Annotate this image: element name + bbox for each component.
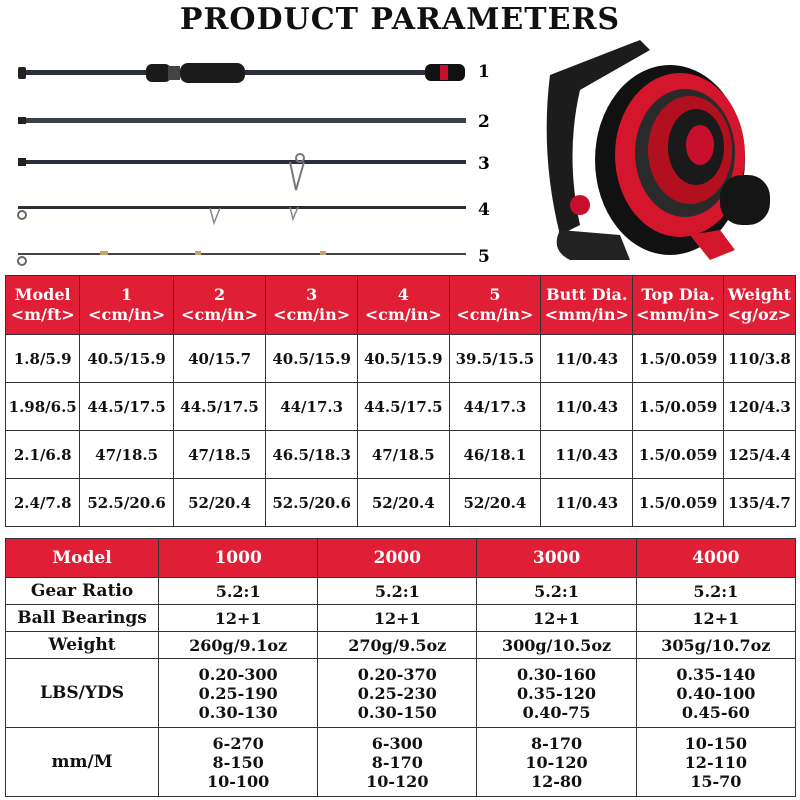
reel-col-header: 3000 <box>477 539 636 578</box>
rod-number-2: 2 <box>478 112 490 132</box>
cell-line: 0.45-60 <box>681 702 750 722</box>
rod-sections-illustration <box>0 55 500 270</box>
rod-col-header <box>541 276 633 335</box>
table-row <box>6 578 796 605</box>
cell-line: 10-150 <box>684 733 747 753</box>
table-cell: 11/0.43 <box>541 335 633 383</box>
header-text: <mm/in> <box>544 305 629 324</box>
table-cell: 1.98/6.5 <box>6 383 80 431</box>
cell-line: 0.40-75 <box>522 702 591 722</box>
table-cell: 1.5/0.059 <box>633 335 723 383</box>
table-row <box>6 335 796 383</box>
table-row <box>6 479 796 527</box>
table-cell <box>477 728 636 797</box>
table-cell: 47/18.5 <box>173 431 266 479</box>
table-cell <box>159 632 318 659</box>
table-cell: 52/20.4 <box>173 479 266 527</box>
cell-line: 12+1 <box>692 608 740 628</box>
table-row <box>6 728 796 797</box>
header-text: 5 <box>489 285 501 304</box>
table-cell: 40.5/15.9 <box>357 335 449 383</box>
table-cell <box>477 632 636 659</box>
rod-number-3: 3 <box>478 154 490 174</box>
table-cell: 44.5/17.5 <box>173 383 266 431</box>
table-row <box>6 659 796 728</box>
cell-line: 5.2:1 <box>534 581 579 601</box>
cell-line: 6-270 <box>212 733 264 753</box>
table-cell <box>636 659 795 728</box>
cell-line: 8-170 <box>530 733 583 753</box>
rod-col-header <box>80 276 173 335</box>
table-cell: 11/0.43 <box>541 383 633 431</box>
rod-table-header-row <box>6 276 796 335</box>
header-text: Weight <box>727 285 791 304</box>
table-cell: 1.5/0.059 <box>633 383 723 431</box>
table-cell: 44/17.3 <box>266 383 358 431</box>
cell-line: 0.25-230 <box>357 683 437 703</box>
header-text: <cm/in> <box>364 305 442 324</box>
table-cell <box>477 605 636 632</box>
rod-section-5 <box>18 251 466 265</box>
table-cell <box>636 605 795 632</box>
rod-number-4: 4 <box>478 200 490 220</box>
reel-spec-table <box>5 538 796 797</box>
cell-line: 300g/10.5oz <box>501 635 612 655</box>
table-cell: 40.5/15.9 <box>266 335 358 383</box>
row-label: LBS/YDS <box>6 659 159 728</box>
cell-line: 270g/9.5oz <box>348 635 447 655</box>
table-cell: 39.5/15.5 <box>449 335 541 383</box>
cell-line: 260g/9.1oz <box>189 635 288 655</box>
rod-section-4 <box>18 206 466 223</box>
spinning-reel-illustration <box>520 35 790 270</box>
table-cell: 47/18.5 <box>357 431 449 479</box>
cell-line: 12-80 <box>530 771 583 791</box>
rod-section-1 <box>18 63 465 83</box>
row-label: Ball Bearings <box>6 605 159 632</box>
table-cell <box>477 659 636 728</box>
table-cell: 44/17.3 <box>449 383 541 431</box>
rod-col-header <box>266 276 358 335</box>
cell-line: 8-150 <box>212 752 264 772</box>
cell-line: 12-110 <box>684 752 747 772</box>
header-text: <cm/in> <box>181 305 259 324</box>
header-text: 3 <box>306 285 318 304</box>
table-cell <box>318 578 477 605</box>
table-cell: 2.1/6.8 <box>6 431 80 479</box>
table-cell: 110/3.8 <box>723 335 795 383</box>
table-cell <box>477 578 636 605</box>
reel-col-header: 4000 <box>636 539 795 578</box>
cell-line: 5.2:1 <box>693 581 739 601</box>
reel-col-header: Model <box>6 539 159 578</box>
table-cell: 120/4.3 <box>723 383 795 431</box>
table-row <box>6 383 796 431</box>
cell-line: 5.2:1 <box>374 581 420 601</box>
cell-line: 6-300 <box>371 733 423 753</box>
header-text: <cm/in> <box>456 305 534 324</box>
cell-line: 5.2:1 <box>215 581 261 601</box>
row-label: Weight <box>6 632 159 659</box>
header-text: <cm/in> <box>88 305 166 324</box>
table-row <box>6 431 796 479</box>
cell-line: 12+1 <box>214 608 262 628</box>
rod-section-2 <box>18 117 466 124</box>
cell-line: 0.40-100 <box>676 683 756 703</box>
header-text: <m/ft> <box>10 305 75 324</box>
table-cell <box>318 659 477 728</box>
page-title: PRODUCT PARAMETERS <box>179 2 621 37</box>
rod-col-header <box>449 276 541 335</box>
table-cell <box>159 728 318 797</box>
cell-line: 0.30-130 <box>198 702 278 722</box>
cell-line: 0.25-190 <box>198 683 278 703</box>
rod-col-header <box>633 276 723 335</box>
cell-line: 10-120 <box>525 752 588 772</box>
cell-line: 0.35-120 <box>517 683 597 703</box>
table-cell: 125/4.4 <box>723 431 795 479</box>
table-cell: 52/20.4 <box>449 479 541 527</box>
table-cell: 1.5/0.059 <box>633 431 723 479</box>
table-cell <box>636 632 795 659</box>
table-cell <box>636 728 795 797</box>
table-cell: 44.5/17.5 <box>80 383 173 431</box>
table-cell: 46.5/18.3 <box>266 431 358 479</box>
table-cell: 52.5/20.6 <box>266 479 358 527</box>
table-cell <box>159 659 318 728</box>
rod-col-header <box>723 276 795 335</box>
reel-col-header: 2000 <box>318 539 477 578</box>
row-label: mm/M <box>6 728 159 797</box>
header-text: Model <box>14 285 71 304</box>
table-cell: 46/18.1 <box>449 431 541 479</box>
table-cell <box>159 605 318 632</box>
table-cell: 47/18.5 <box>80 431 173 479</box>
rod-col-header <box>173 276 266 335</box>
table-cell: 52/20.4 <box>357 479 449 527</box>
header-text: <cm/in> <box>273 305 351 324</box>
rod-number-5: 5 <box>478 247 490 267</box>
rod-number-1: 1 <box>478 62 490 82</box>
table-cell: 44.5/17.5 <box>357 383 449 431</box>
header-text: 4 <box>397 285 409 304</box>
cell-line: 10-100 <box>206 771 270 791</box>
cell-line: 0.35-140 <box>676 664 756 684</box>
cell-line: 0.20-300 <box>198 664 278 684</box>
cell-line: 0.30-160 <box>517 664 597 684</box>
header-text: 1 <box>121 285 133 304</box>
table-cell: 1.8/5.9 <box>6 335 80 383</box>
table-cell: 135/4.7 <box>723 479 795 527</box>
header-text: Butt Dia. <box>546 285 628 304</box>
row-label: Gear Ratio <box>6 578 159 605</box>
cell-line: 12+1 <box>373 608 421 628</box>
cell-line: 10-120 <box>366 771 429 791</box>
table-cell: 2.4/7.8 <box>6 479 80 527</box>
table-cell: 11/0.43 <box>541 479 633 527</box>
rod-section-3 <box>18 154 466 190</box>
header-text: Top Dia. <box>641 285 715 304</box>
table-cell <box>318 728 477 797</box>
cell-line: 15-70 <box>690 771 742 791</box>
table-cell <box>159 578 318 605</box>
cell-line: 0.20-370 <box>357 664 437 684</box>
header-text: 2 <box>214 285 226 304</box>
rod-spec-table <box>5 275 796 527</box>
cell-line: 305g/10.7oz <box>661 635 771 655</box>
table-cell <box>318 605 477 632</box>
table-cell <box>318 632 477 659</box>
cell-line: 8-170 <box>371 752 423 772</box>
table-cell: 1.5/0.059 <box>633 479 723 527</box>
table-row <box>6 605 796 632</box>
table-cell: 40.5/15.9 <box>80 335 173 383</box>
reel-table-header-row <box>6 539 796 578</box>
table-row <box>6 632 796 659</box>
table-cell: 11/0.43 <box>541 431 633 479</box>
table-cell: 52.5/20.6 <box>80 479 173 527</box>
rod-col-header <box>6 276 80 335</box>
cell-line: 0.30-150 <box>357 702 437 722</box>
header-text: <g/oz> <box>727 305 792 324</box>
reel-col-header: 1000 <box>159 539 318 578</box>
cell-line: 12+1 <box>533 608 580 628</box>
rod-col-header <box>357 276 449 335</box>
table-cell: 40/15.7 <box>173 335 266 383</box>
table-cell <box>636 578 795 605</box>
header-text: <mm/in> <box>635 305 721 324</box>
